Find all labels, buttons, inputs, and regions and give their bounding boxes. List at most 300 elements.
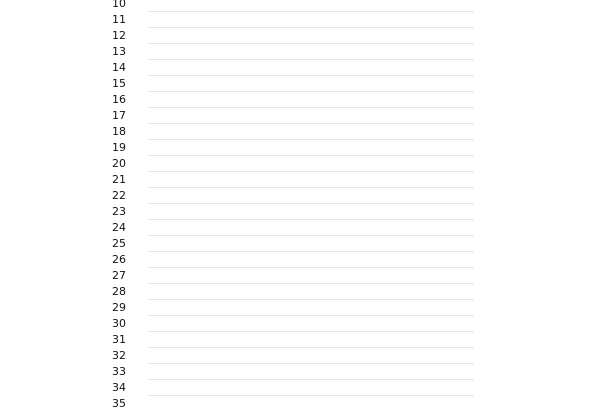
name-cell xyxy=(181,0,214,11)
name-cell xyxy=(313,141,346,155)
table-row xyxy=(108,123,474,139)
name-cell xyxy=(379,269,412,283)
name-cell xyxy=(148,237,181,251)
name-cell xyxy=(379,77,412,91)
name-cell xyxy=(214,253,247,267)
name-cell xyxy=(346,45,379,59)
name-cell xyxy=(214,173,247,187)
name-cell xyxy=(445,157,478,171)
name-cell xyxy=(379,237,412,251)
row-cells xyxy=(148,349,478,363)
name-cell xyxy=(280,189,313,203)
name-cell xyxy=(148,77,181,91)
name-cell xyxy=(181,29,214,43)
name-cell xyxy=(445,93,478,107)
row-divider xyxy=(148,379,474,380)
name-cell xyxy=(346,253,379,267)
name-cell xyxy=(280,45,313,59)
name-cell xyxy=(181,397,214,411)
row-cells xyxy=(148,157,478,171)
name-cell xyxy=(412,29,445,43)
table-row xyxy=(108,155,474,171)
name-cell xyxy=(445,173,478,187)
name-cell xyxy=(412,61,445,75)
name-cell xyxy=(346,13,379,27)
name-cell xyxy=(445,13,478,27)
name-cell xyxy=(181,109,214,123)
row-divider xyxy=(148,171,474,172)
table-row xyxy=(108,203,474,219)
name-cell xyxy=(445,269,478,283)
name-cell xyxy=(445,381,478,395)
name-cell xyxy=(181,157,214,171)
name-cell xyxy=(313,237,346,251)
table-row xyxy=(108,219,474,235)
name-cell xyxy=(214,77,247,91)
row-divider xyxy=(148,267,474,268)
row-cells xyxy=(148,125,478,139)
name-cell xyxy=(247,381,280,395)
row-divider xyxy=(148,139,474,140)
row-number: 10 xyxy=(112,0,126,10)
name-cell xyxy=(313,205,346,219)
name-cell xyxy=(181,13,214,27)
name-cell xyxy=(379,349,412,363)
name-cell xyxy=(313,77,346,91)
name-cell xyxy=(148,221,181,235)
name-cell xyxy=(346,221,379,235)
name-cell xyxy=(247,13,280,27)
name-cell xyxy=(247,365,280,379)
name-cell xyxy=(280,365,313,379)
row-divider xyxy=(148,43,474,44)
name-cell xyxy=(280,221,313,235)
name-cell xyxy=(379,157,412,171)
row-cells xyxy=(148,61,478,75)
name-cell xyxy=(247,397,280,411)
row-cells xyxy=(148,365,478,379)
row-number: 32 xyxy=(112,349,126,362)
table-row xyxy=(108,235,474,251)
name-cell xyxy=(214,285,247,299)
name-cell xyxy=(412,77,445,91)
name-cell xyxy=(148,253,181,267)
table-row xyxy=(108,0,474,11)
row-divider xyxy=(148,283,474,284)
name-cell xyxy=(148,125,181,139)
name-cell xyxy=(412,381,445,395)
name-cell xyxy=(379,109,412,123)
name-cell xyxy=(148,205,181,219)
name-cell xyxy=(412,205,445,219)
table-row xyxy=(108,395,474,411)
name-cell xyxy=(247,317,280,331)
row-cells xyxy=(148,285,478,299)
row-divider xyxy=(148,107,474,108)
row-cells xyxy=(148,301,478,315)
name-cell xyxy=(379,301,412,315)
table-row xyxy=(108,299,474,315)
row-cells xyxy=(148,237,478,251)
name-cell xyxy=(313,333,346,347)
name-cell xyxy=(313,221,346,235)
name-cell xyxy=(181,237,214,251)
name-cell xyxy=(247,237,280,251)
name-cell xyxy=(313,61,346,75)
name-cell xyxy=(379,253,412,267)
name-cell xyxy=(214,13,247,27)
row-divider xyxy=(148,123,474,124)
name-cell xyxy=(379,45,412,59)
name-cell xyxy=(379,333,412,347)
row-cells xyxy=(148,109,478,123)
name-cell xyxy=(346,61,379,75)
name-cell xyxy=(379,365,412,379)
name-cell xyxy=(181,45,214,59)
name-cell xyxy=(346,109,379,123)
name-cell xyxy=(313,109,346,123)
row-number: 26 xyxy=(112,253,126,266)
name-cell xyxy=(313,13,346,27)
name-cell xyxy=(280,333,313,347)
name-cell xyxy=(280,93,313,107)
table-row xyxy=(108,43,474,59)
name-cell xyxy=(445,189,478,203)
name-cell xyxy=(412,221,445,235)
name-cell xyxy=(412,109,445,123)
row-divider xyxy=(148,203,474,204)
row-number: 30 xyxy=(112,317,126,330)
name-cell xyxy=(280,125,313,139)
row-number: 11 xyxy=(112,13,126,26)
name-cell xyxy=(346,189,379,203)
name-cell xyxy=(214,45,247,59)
name-cell xyxy=(214,29,247,43)
name-cell xyxy=(346,173,379,187)
name-cell xyxy=(346,141,379,155)
name-cell xyxy=(445,317,478,331)
name-cell xyxy=(181,141,214,155)
table-row xyxy=(108,91,474,107)
row-number: 15 xyxy=(112,77,126,90)
name-cell xyxy=(148,349,181,363)
name-cell xyxy=(247,349,280,363)
name-cell xyxy=(313,397,346,411)
name-cell xyxy=(181,189,214,203)
row-number: 25 xyxy=(112,237,126,250)
name-cell xyxy=(346,205,379,219)
row-cells xyxy=(148,45,478,59)
name-cell xyxy=(379,381,412,395)
row-divider xyxy=(148,347,474,348)
name-cell xyxy=(379,0,412,11)
row-divider xyxy=(148,395,474,396)
name-cell xyxy=(181,301,214,315)
row-divider xyxy=(148,219,474,220)
name-cell xyxy=(379,29,412,43)
row-cells xyxy=(148,317,478,331)
name-cell xyxy=(346,125,379,139)
name-cell xyxy=(247,61,280,75)
name-cell xyxy=(412,141,445,155)
name-cell xyxy=(214,269,247,283)
name-cell xyxy=(280,317,313,331)
row-number: 33 xyxy=(112,365,126,378)
row-cells xyxy=(148,205,478,219)
name-cell xyxy=(379,93,412,107)
row-divider xyxy=(148,315,474,316)
name-cell xyxy=(181,349,214,363)
row-number: 17 xyxy=(112,109,126,122)
row-divider xyxy=(148,27,474,28)
name-cell xyxy=(313,381,346,395)
name-cell xyxy=(247,333,280,347)
table-row xyxy=(108,59,474,75)
row-number: 16 xyxy=(112,93,126,106)
name-cell xyxy=(181,317,214,331)
name-cell xyxy=(148,61,181,75)
name-cell xyxy=(346,29,379,43)
name-cell xyxy=(379,317,412,331)
name-cell xyxy=(148,381,181,395)
name-cell xyxy=(445,349,478,363)
name-cell xyxy=(181,285,214,299)
name-cell xyxy=(148,109,181,123)
name-cell xyxy=(445,205,478,219)
name-cell xyxy=(280,157,313,171)
name-cell xyxy=(346,0,379,11)
name-cell xyxy=(346,269,379,283)
name-cell xyxy=(445,397,478,411)
name-cell xyxy=(445,0,478,11)
row-divider xyxy=(148,363,474,364)
name-cell xyxy=(214,141,247,155)
name-cell xyxy=(445,333,478,347)
name-cell xyxy=(412,365,445,379)
name-cell xyxy=(247,301,280,315)
name-cell xyxy=(181,93,214,107)
name-cell xyxy=(148,93,181,107)
name-cell xyxy=(214,333,247,347)
name-cell xyxy=(247,173,280,187)
row-number: 13 xyxy=(112,45,126,58)
name-cell xyxy=(214,381,247,395)
table-row xyxy=(108,331,474,347)
name-cell xyxy=(379,221,412,235)
name-cell xyxy=(313,173,346,187)
row-number: 29 xyxy=(112,301,126,314)
name-cell xyxy=(412,285,445,299)
name-cell xyxy=(280,381,313,395)
table-row xyxy=(108,251,474,267)
name-cell xyxy=(280,397,313,411)
row-cells xyxy=(148,221,478,235)
row-cells xyxy=(148,269,478,283)
name-cell xyxy=(412,0,445,11)
row-cells xyxy=(148,253,478,267)
name-cell xyxy=(379,205,412,219)
row-number: 35 xyxy=(112,397,126,410)
name-cell xyxy=(445,61,478,75)
name-cell xyxy=(412,317,445,331)
row-cells xyxy=(148,141,478,155)
name-cell xyxy=(280,109,313,123)
name-cell xyxy=(148,13,181,27)
table-row xyxy=(108,187,474,203)
name-cell xyxy=(148,317,181,331)
name-cell xyxy=(379,285,412,299)
name-cell xyxy=(379,61,412,75)
row-divider xyxy=(148,331,474,332)
row-number: 20 xyxy=(112,157,126,170)
name-cell xyxy=(247,45,280,59)
name-cell xyxy=(181,173,214,187)
table-row xyxy=(108,75,474,91)
name-cell xyxy=(313,125,346,139)
name-cell xyxy=(313,365,346,379)
name-cell xyxy=(181,333,214,347)
name-cell xyxy=(214,349,247,363)
name-cell xyxy=(412,125,445,139)
name-cell xyxy=(346,77,379,91)
name-cell xyxy=(445,29,478,43)
name-cell xyxy=(445,109,478,123)
name-cell xyxy=(181,221,214,235)
row-cells xyxy=(148,333,478,347)
name-cell xyxy=(181,269,214,283)
name-cell xyxy=(214,221,247,235)
name-cell xyxy=(181,365,214,379)
name-cell xyxy=(445,141,478,155)
row-divider xyxy=(148,187,474,188)
row-cells xyxy=(148,189,478,203)
row-number: 34 xyxy=(112,381,126,394)
name-cell xyxy=(445,77,478,91)
name-cell xyxy=(379,13,412,27)
name-cell xyxy=(280,285,313,299)
row-divider xyxy=(148,11,474,12)
name-cell xyxy=(280,253,313,267)
row-divider xyxy=(148,299,474,300)
name-cell xyxy=(346,333,379,347)
name-cell xyxy=(280,349,313,363)
row-cells xyxy=(148,173,478,187)
name-cell xyxy=(346,365,379,379)
name-cell xyxy=(346,301,379,315)
name-cell xyxy=(379,141,412,155)
name-cell xyxy=(280,61,313,75)
name-cell xyxy=(346,93,379,107)
table-row xyxy=(108,139,474,155)
name-cell xyxy=(214,365,247,379)
name-cell xyxy=(247,253,280,267)
name-cell xyxy=(346,317,379,331)
name-cell xyxy=(445,221,478,235)
name-cell xyxy=(247,221,280,235)
name-cell xyxy=(181,61,214,75)
name-cell xyxy=(280,0,313,11)
name-cell xyxy=(313,285,346,299)
name-cell xyxy=(346,397,379,411)
name-cell xyxy=(247,29,280,43)
name-cell xyxy=(214,237,247,251)
name-cell xyxy=(148,269,181,283)
table-row xyxy=(108,11,474,27)
name-cell xyxy=(445,301,478,315)
name-cell xyxy=(181,381,214,395)
name-cell xyxy=(280,141,313,155)
name-cell xyxy=(247,285,280,299)
name-cell xyxy=(247,0,280,11)
name-cell xyxy=(313,157,346,171)
name-cell xyxy=(412,93,445,107)
row-number: 18 xyxy=(112,125,126,138)
name-cell xyxy=(379,173,412,187)
name-cell xyxy=(346,285,379,299)
name-cell xyxy=(412,269,445,283)
row-number: 31 xyxy=(112,333,126,346)
name-cell xyxy=(412,237,445,251)
row-divider xyxy=(148,75,474,76)
name-cell xyxy=(214,205,247,219)
name-cell xyxy=(247,93,280,107)
name-cell xyxy=(280,173,313,187)
name-cell xyxy=(379,397,412,411)
table-row xyxy=(108,27,474,43)
name-cell xyxy=(280,13,313,27)
name-cell xyxy=(247,109,280,123)
name-cell xyxy=(445,253,478,267)
name-cell xyxy=(379,125,412,139)
name-cell xyxy=(445,285,478,299)
row-number: 27 xyxy=(112,269,126,282)
row-number: 23 xyxy=(112,205,126,218)
row-number: 12 xyxy=(112,29,126,42)
name-cell xyxy=(148,397,181,411)
name-cell xyxy=(412,13,445,27)
name-cell xyxy=(148,189,181,203)
name-cell xyxy=(313,189,346,203)
name-cell xyxy=(247,157,280,171)
name-cell xyxy=(148,157,181,171)
table-row xyxy=(108,363,474,379)
name-cell xyxy=(313,45,346,59)
name-cell xyxy=(445,125,478,139)
name-cell xyxy=(280,269,313,283)
row-cells xyxy=(148,397,478,411)
table-row xyxy=(108,379,474,395)
row-divider xyxy=(148,91,474,92)
name-cell xyxy=(247,125,280,139)
row-cells xyxy=(148,381,478,395)
table-row xyxy=(108,283,474,299)
name-cell xyxy=(280,205,313,219)
name-cell xyxy=(280,29,313,43)
table-row xyxy=(108,267,474,283)
row-divider xyxy=(148,59,474,60)
name-cell xyxy=(280,237,313,251)
name-cell xyxy=(313,93,346,107)
name-cell xyxy=(214,397,247,411)
name-cell xyxy=(181,205,214,219)
name-cell xyxy=(412,301,445,315)
row-cells xyxy=(148,0,478,11)
table-row xyxy=(108,107,474,123)
name-cell xyxy=(412,397,445,411)
name-cell xyxy=(346,381,379,395)
name-cell xyxy=(214,93,247,107)
name-list-table xyxy=(108,0,474,411)
